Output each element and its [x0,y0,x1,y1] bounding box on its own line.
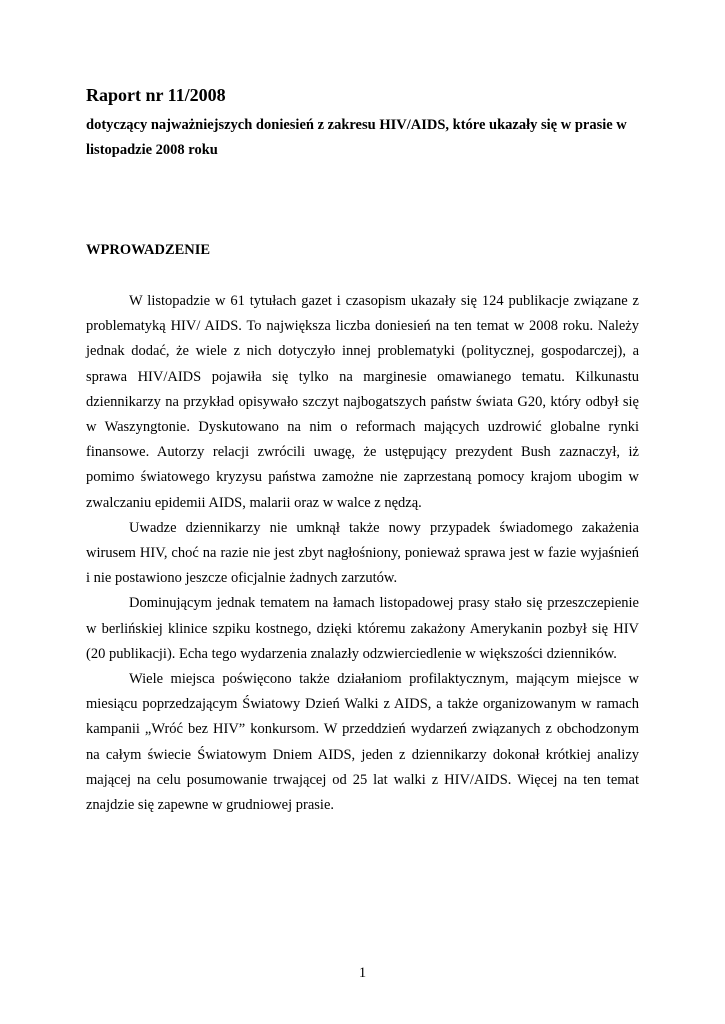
paragraph: Wiele miejsca poświęcono także działaniom profilaktycznym, mającym miejsce w miesiącu poprzedzającym Światowy Dzień Walki z AIDS, a także organizowanym w ramach kampanii „Wróć bez HIV” konkursom. W przeddzień wydarzeń związanych z obchodzonym na całym świecie Światowym Dniem AIDS, jeden z dziennikarzy dokonał krótkiej analizy mającej na celu posumowanie trwającej od 25 lat walki z HIV/AIDS. Więcej na ten temat znajdzie się zapewne w grudniowej prasie. [86,671,639,814]
report-subtitle: dotyczący najważniejszych doniesień z zakresu HIV/AIDS, które ukazały się w prasie w listopadzie 2008 roku [86,117,627,158]
page-number: 1 [358,965,367,981]
report-title: Raport nr 11/2008 [86,85,226,105]
paragraph: Uwadze dziennikarzy nie umknął także nowy przypadek świadomego zakażenia wirusem HIV, choć na razie nie jest zbyt nagłośniony, ponieważ sprawa jest w fazie wyjaśnień i nie postawiono jeszcze oficjalnie żadnych zarzutów. [86,519,639,587]
body-text [86,289,639,818]
paragraph: W listopadzie w 61 tytułach gazet i czasopism ukazały się 124 publikacje związane z problematyką HIV/ AIDS. To największa liczba doniesień na ten temat w 2008 roku. Należy jednak dodać, że wiele z nich dotyczyło innej problematyki (politycznej, gospodarczej), a sprawa HIV/AIDS pojawiła się tylko na marginesie omawianego tematu. Kilkunastu dziennikarzy na przykład opisywało szczyt najbogatszych państw świata G20, który odbył się w Waszyngtonie. Dyskutowano na nim o reformach mających uzdrowić globalne rynki finansowe. Autorzy relacji zwrócili uwagę, że ustępujący prezydent Bush zaznaczył, iż pomimo światowego kryzysu państwa zamożne nie zaprzestaną pomocy krajom ubogim w zwalczaniu epidemii AIDS, malarii oraz w walce z nędzą. [86,293,639,511]
section-heading: WPROWADZENIE [86,242,211,258]
paragraph: Dominującym jednak tematem na łamach listopadowej prasy stało się przeszczepienie w berlińskiej klinice szpiku kostnego, dzięki któremu zakażony Amerykanin pozbył się HIV (20 publikacji). Echa tego wydarzenia znalazły odzwierciedlenie w większości dzienników. [86,595,639,662]
